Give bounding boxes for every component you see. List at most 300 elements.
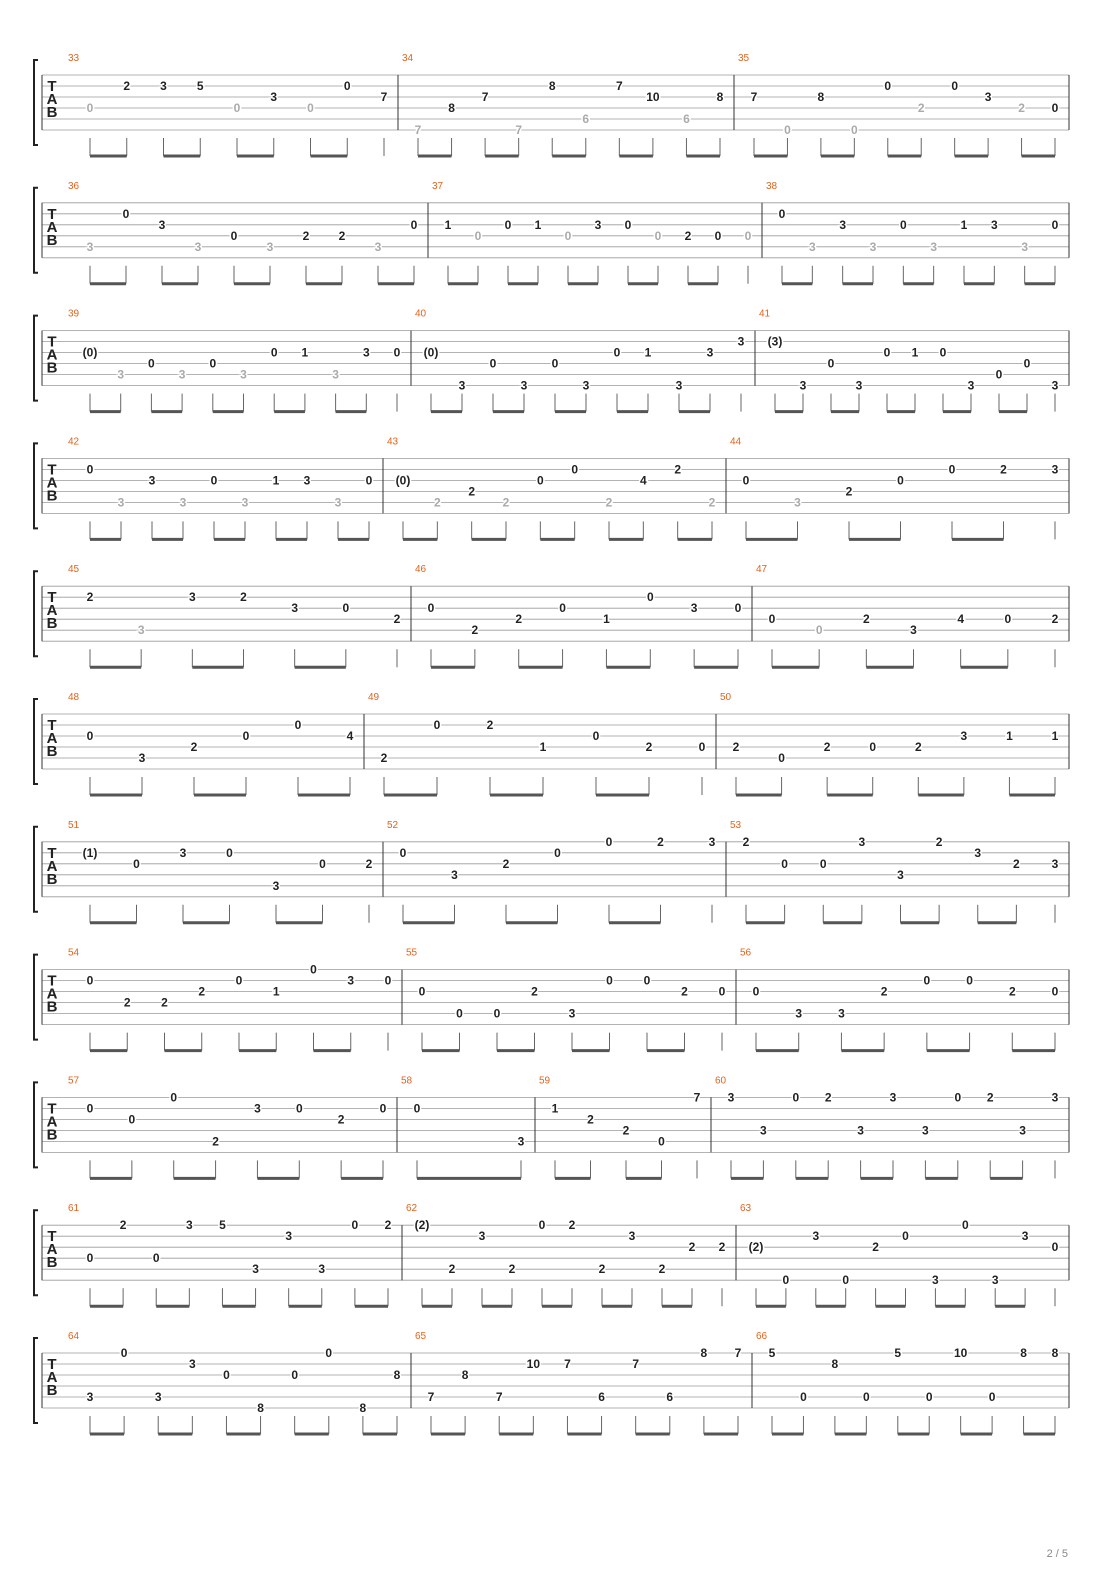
fret-number: 3 <box>188 1357 196 1371</box>
fret-number: 0 <box>646 590 654 605</box>
fret-number: 0 <box>966 973 973 988</box>
fret-number: 3 <box>270 90 278 104</box>
tab-system <box>34 53 1069 156</box>
fret-number: 2 <box>917 101 925 115</box>
fret-number: 0 <box>778 751 785 765</box>
fret-number: 0 <box>714 228 722 243</box>
tab-clef-letter: B <box>46 743 58 760</box>
fret-number: 4 <box>639 473 647 488</box>
fret-number: 3 <box>117 367 125 382</box>
fret-number: 8 <box>1020 1346 1027 1360</box>
fret-number: 3 <box>179 495 187 510</box>
tab-system <box>34 1331 1069 1434</box>
measure-number: 56 <box>740 947 752 959</box>
fret-number: 3 <box>628 1229 636 1244</box>
fret-number: (0) <box>423 345 439 360</box>
fret-number: 0 <box>592 729 600 743</box>
fret-number: 2 <box>365 856 373 871</box>
fret-number: 2 <box>684 228 692 243</box>
fret-number: 0 <box>1023 356 1031 371</box>
fret-number: 0 <box>961 1218 969 1233</box>
fret-number: 3 <box>158 217 166 232</box>
fret-number: 3 <box>194 239 202 254</box>
fret-number: 0 <box>768 612 776 627</box>
fret-number: 0 <box>365 473 373 488</box>
measure-number: 36 <box>68 180 80 192</box>
tab-clef-letter: B <box>46 359 58 377</box>
fret-number: 2 <box>657 834 664 849</box>
measure-number: 60 <box>715 1075 727 1087</box>
fret-number: 2 <box>161 995 168 1010</box>
measure-number: 52 <box>387 819 399 831</box>
fret-number: 0 <box>658 1134 665 1149</box>
fret-number: 0 <box>862 1390 870 1404</box>
tab-clef-letter: T <box>47 461 57 479</box>
fret-number: 2 <box>515 612 523 627</box>
fret-number: 1 <box>534 217 542 232</box>
tab-clef-letter: A <box>46 857 58 875</box>
fret-number: 1 <box>960 217 968 232</box>
fret-number: 0 <box>951 79 959 93</box>
system-bracket <box>34 1338 38 1423</box>
fret-number: 3 <box>240 367 247 382</box>
fret-number: 0 <box>474 228 482 243</box>
tab-clef-letter: T <box>47 717 57 734</box>
tab-clef-letter: B <box>46 104 58 121</box>
fret-number: 0 <box>923 973 931 988</box>
fret-number: 3 <box>690 601 698 616</box>
fret-number: 5 <box>219 1218 226 1233</box>
fret-number: 0 <box>1051 217 1059 232</box>
fret-number: 7 <box>564 1357 571 1371</box>
fret-number: 3 <box>458 378 466 393</box>
fret-number: 3 <box>974 845 982 860</box>
fret-number: 2 <box>708 495 716 510</box>
measure-number: 34 <box>402 53 414 64</box>
fret-number: 2 <box>587 1112 594 1127</box>
fret-number: 3 <box>932 1273 939 1288</box>
fret-number: 2 <box>718 1240 726 1255</box>
fret-number: 0 <box>86 101 94 115</box>
measure-number: 35 <box>738 53 750 64</box>
fret-number: 3 <box>737 334 745 349</box>
fret-number: 3 <box>706 345 714 360</box>
fret-number: 3 <box>855 378 863 393</box>
fret-number: 0 <box>456 1006 463 1021</box>
fret-number: 0 <box>869 740 877 754</box>
fret-number: 8 <box>548 79 556 93</box>
fret-number: 0 <box>606 973 613 988</box>
tab-clef-letter: B <box>46 1254 58 1272</box>
tab-clef-letter: A <box>46 1113 58 1131</box>
fret-number: 2 <box>914 740 922 754</box>
fret-number: (2) <box>414 1218 430 1233</box>
fret-number: 3 <box>889 1090 897 1105</box>
fret-number: 0 <box>209 356 217 371</box>
tab-clef-letter: B <box>46 1126 58 1144</box>
fret-number: 3 <box>138 751 146 765</box>
fret-number: 3 <box>272 878 280 893</box>
fret-number: 2 <box>1013 856 1020 871</box>
fret-number: 0 <box>210 473 218 488</box>
fret-number: 0 <box>1051 1240 1059 1255</box>
fret-number: 3 <box>179 845 187 860</box>
measure-number: 62 <box>406 1203 418 1215</box>
measure-number: 47 <box>756 564 768 576</box>
tab-system <box>34 181 1069 284</box>
fret-number: 0 <box>792 1090 800 1105</box>
fret-number: 2 <box>681 984 688 999</box>
fret-number: 3 <box>675 378 683 393</box>
fret-number: 8 <box>461 1368 469 1382</box>
fret-number: (0) <box>82 345 98 360</box>
fret-number: 0 <box>152 1251 160 1266</box>
fret-number: 0 <box>551 356 559 371</box>
tab-clef-letter: T <box>47 589 57 607</box>
fret-number: 0 <box>489 356 497 371</box>
fret-number: 2 <box>986 1090 994 1105</box>
fret-number: 7 <box>693 1090 701 1105</box>
tab-clef-letter: A <box>46 730 58 747</box>
fret-number: 0 <box>223 1368 230 1382</box>
tab-clef-letter: T <box>47 844 57 862</box>
fret-number: 7 <box>632 1357 640 1371</box>
fret-number: 1 <box>539 740 547 754</box>
fret-number: 8 <box>716 90 724 104</box>
fret-number: 2 <box>645 740 653 754</box>
fret-number: 0 <box>883 345 891 360</box>
fret-number: 0 <box>325 1346 333 1360</box>
fret-number: 3 <box>708 834 716 849</box>
fret-number: 6 <box>582 112 590 126</box>
fret-number: 2 <box>337 1112 345 1127</box>
tab-clef-letter: T <box>47 1100 57 1118</box>
fret-number: 0 <box>427 601 435 616</box>
tab-clef-letter: A <box>46 91 58 108</box>
fret-number: 6 <box>683 112 690 126</box>
fret-number: 0 <box>235 973 243 988</box>
fret-number: 7 <box>380 90 388 104</box>
fret-number: 0 <box>86 973 94 988</box>
fret-number: 3 <box>799 378 807 393</box>
fret-number: 2 <box>935 834 943 849</box>
fret-number: 2 <box>862 612 870 627</box>
fret-number: 3 <box>148 473 156 488</box>
fret-number: 0 <box>948 462 956 477</box>
fret-number: 2 <box>240 590 247 605</box>
fret-number: 8 <box>1051 1346 1059 1360</box>
fret-number: 7 <box>427 1390 435 1404</box>
tab-system <box>34 820 1069 923</box>
fret-number: 3 <box>794 495 801 510</box>
fret-number: 0 <box>399 845 407 860</box>
fret-number: 0 <box>128 1112 136 1127</box>
tab-clef-letter: B <box>46 998 58 1016</box>
fret-number: 0 <box>294 718 302 732</box>
fret-number: 3 <box>154 1390 162 1404</box>
tab-clef-letter: B <box>46 615 58 633</box>
fret-number: 1 <box>603 612 610 627</box>
fret-number: 0 <box>226 845 233 860</box>
fret-number: 2 <box>674 462 682 477</box>
fret-number: 0 <box>342 601 350 616</box>
fret-number: 2 <box>1000 462 1007 477</box>
fret-number: 2 <box>598 1262 606 1277</box>
fret-number: 0 <box>351 1218 359 1233</box>
system-bracket <box>34 443 38 528</box>
tab-clef-letter: T <box>47 972 57 990</box>
fret-number: 0 <box>815 623 823 638</box>
fret-number: 0 <box>307 101 314 115</box>
fret-number: (0) <box>395 473 411 488</box>
measure-number: 53 <box>730 819 742 831</box>
fret-number: 0 <box>784 123 791 137</box>
fret-number: 0 <box>902 1229 909 1244</box>
fret-number: 0 <box>86 1101 94 1116</box>
measure-number: 61 <box>68 1203 80 1215</box>
fret-number: 0 <box>122 206 130 221</box>
fret-number: 0 <box>995 367 1003 382</box>
fret-number: 0 <box>897 473 904 488</box>
fret-number: 2 <box>605 495 613 510</box>
fret-number: 0 <box>899 217 907 232</box>
fret-number: 8 <box>359 1401 367 1415</box>
fret-number: 4 <box>346 729 354 743</box>
fret-number: 0 <box>86 462 94 477</box>
fret-number: 0 <box>778 206 786 221</box>
fret-number: 0 <box>939 345 947 360</box>
fret-number: 3 <box>86 1390 94 1404</box>
fret-number: 0 <box>493 1006 501 1021</box>
fret-number: 3 <box>727 1090 735 1105</box>
fret-number: 6 <box>666 1390 674 1404</box>
fret-number: 0 <box>842 1273 850 1288</box>
tab-system <box>34 564 1069 667</box>
fret-number: 0 <box>291 1368 299 1382</box>
system-bracket <box>34 188 38 273</box>
system-bracket <box>34 60 38 145</box>
fret-number: 2 <box>732 740 740 754</box>
fret-number: 0 <box>1051 984 1059 999</box>
fret-number: 3 <box>241 495 249 510</box>
fret-number: 1 <box>444 217 452 232</box>
fret-number: 8 <box>393 1368 401 1382</box>
fret-number: 0 <box>564 228 572 243</box>
fret-number: 3 <box>188 590 196 605</box>
fret-number: 0 <box>433 718 441 732</box>
fret-number: 2 <box>190 740 198 754</box>
fret-number: 3 <box>1051 462 1059 477</box>
fret-number: 3 <box>362 345 370 360</box>
measure-number: 50 <box>720 692 732 703</box>
fret-number: 0 <box>827 356 835 371</box>
fret-number: 2 <box>742 834 750 849</box>
fret-number: 3 <box>922 1123 929 1138</box>
fret-number: 5 <box>894 1346 902 1360</box>
fret-number: 0 <box>120 1346 128 1360</box>
fret-number: 7 <box>495 1390 503 1404</box>
tab-clef-letter: T <box>47 205 57 223</box>
fret-number: 3 <box>760 1123 767 1138</box>
fret-number: 2 <box>119 1218 127 1233</box>
fret-number: 3 <box>568 1006 576 1021</box>
fret-number: 2 <box>123 79 131 93</box>
fret-number: 5 <box>196 79 204 93</box>
tab-clef-letter: B <box>46 1382 58 1399</box>
fret-number: 8 <box>448 101 455 115</box>
fret-number: 0 <box>418 984 426 999</box>
fret-number: 0 <box>819 856 827 871</box>
fret-number: 2 <box>502 495 510 510</box>
fret-number: 3 <box>582 378 590 393</box>
fret-number: 0 <box>744 228 752 243</box>
measure-number: 49 <box>368 692 380 703</box>
fret-number: 2 <box>1018 101 1025 115</box>
fret-number: 3 <box>332 367 339 382</box>
fret-number: 0 <box>554 845 561 860</box>
tab-clef-letter: T <box>47 1356 57 1373</box>
measure-number: 41 <box>759 308 771 320</box>
tab-clef-letter: A <box>46 602 58 620</box>
fret-number: 0 <box>233 101 241 115</box>
fret-number: 2 <box>123 995 131 1010</box>
measure-number: 42 <box>68 436 80 448</box>
fret-number: 0 <box>504 217 512 232</box>
fret-number: 0 <box>613 345 621 360</box>
fret-number: 2 <box>384 1218 392 1233</box>
fret-number: 0 <box>718 984 726 999</box>
fret-number: 3 <box>812 1229 820 1244</box>
fret-number: 0 <box>884 79 892 93</box>
tab-clef-letter: B <box>46 487 58 505</box>
fret-number: 0 <box>1004 612 1012 627</box>
fret-number: 3 <box>254 1101 261 1116</box>
fret-number: 3 <box>1021 1229 1029 1244</box>
fret-number: 0 <box>605 834 613 849</box>
fret-number: 3 <box>520 378 528 393</box>
fret-number: 3 <box>1021 239 1029 254</box>
fret-number: 10 <box>646 90 660 104</box>
measure-number: 54 <box>68 947 80 959</box>
fret-number: 0 <box>654 228 662 243</box>
fret-number: 3 <box>266 239 274 254</box>
fret-number: 3 <box>285 1229 293 1244</box>
fret-number: 3 <box>910 623 917 638</box>
tab-clef-letter: A <box>46 474 58 492</box>
fret-number: 1 <box>1006 729 1013 743</box>
fret-number: 2 <box>872 1240 879 1255</box>
measure-number: 64 <box>68 1331 80 1342</box>
fret-number: 0 <box>538 1218 546 1233</box>
tab-clef-letter: T <box>47 1228 57 1246</box>
system-bracket <box>34 571 38 656</box>
fret-number: 0 <box>536 473 544 488</box>
fret-number: 3 <box>839 217 847 232</box>
fret-number: 8 <box>257 1401 264 1415</box>
fret-number: 3 <box>334 495 342 510</box>
fret-number: 2 <box>880 984 888 999</box>
fret-number: (3) <box>767 334 783 349</box>
measure-number: 38 <box>766 180 778 192</box>
tab-system <box>34 309 1069 412</box>
fret-number: 7 <box>615 79 623 93</box>
fret-number: 3 <box>86 239 94 254</box>
fret-number: 0 <box>782 1273 790 1288</box>
fret-number: 5 <box>768 1346 776 1360</box>
fret-number: 3 <box>1051 1090 1059 1105</box>
fret-number: 2 <box>658 1262 666 1277</box>
fret-number: 3 <box>808 239 816 254</box>
fret-number: 2 <box>688 1240 696 1255</box>
measure-number: 46 <box>415 564 427 576</box>
fret-number: (2) <box>748 1240 764 1255</box>
fret-number: 0 <box>86 1251 94 1266</box>
fret-number: 0 <box>1051 101 1059 115</box>
system-bracket <box>34 1210 38 1295</box>
fret-number: (1) <box>82 845 98 860</box>
measure-number: 37 <box>432 180 444 192</box>
fret-number: 0 <box>295 1101 303 1116</box>
fret-number: 0 <box>559 601 566 616</box>
tab-system <box>34 1075 1069 1178</box>
fret-number: 8 <box>831 1357 839 1371</box>
fret-number: 2 <box>568 1218 576 1233</box>
system-bracket <box>34 699 38 784</box>
fret-number: 0 <box>148 356 155 371</box>
fret-number: 2 <box>823 740 831 754</box>
measure-number: 59 <box>539 1075 551 1087</box>
fret-number: 3 <box>185 1218 193 1233</box>
fret-number: 6 <box>598 1390 605 1404</box>
system-bracket <box>34 827 38 912</box>
tab-clef-letter: A <box>46 218 58 236</box>
fret-number: 0 <box>410 217 418 232</box>
fret-number: 3 <box>178 367 186 382</box>
fret-number: 2 <box>380 751 388 765</box>
fret-number: 3 <box>517 1134 525 1149</box>
fret-number: 7 <box>734 1346 742 1360</box>
fret-number: 2 <box>212 1134 219 1149</box>
tab-clef-letter: B <box>46 231 58 249</box>
fret-number: 3 <box>137 623 145 638</box>
fret-number: 0 <box>752 984 760 999</box>
tab-clef-letter: A <box>46 346 58 364</box>
fret-number: 3 <box>374 239 382 254</box>
measure-number: 58 <box>401 1075 413 1087</box>
fret-number: 2 <box>338 228 346 243</box>
measure-number: 40 <box>415 308 427 320</box>
fret-number: 3 <box>291 601 299 616</box>
fret-number: 0 <box>954 1090 962 1105</box>
fret-number: 10 <box>953 1346 968 1360</box>
fret-number: 3 <box>252 1262 259 1277</box>
fret-number: 3 <box>967 378 975 393</box>
measure-number: 65 <box>415 1331 427 1342</box>
fret-number: 0 <box>319 856 326 871</box>
tab-clef-letter: T <box>47 78 57 95</box>
fret-number: 0 <box>384 973 392 988</box>
fret-number: 1 <box>644 345 652 360</box>
fret-number: 2 <box>508 1262 516 1277</box>
fret-number: 0 <box>781 856 788 871</box>
measure-number: 44 <box>730 436 742 448</box>
fret-number: 0 <box>624 217 632 232</box>
system-bracket <box>34 1082 38 1167</box>
fret-number: 2 <box>845 484 853 499</box>
tab-system <box>34 692 1069 795</box>
fret-number: 3 <box>960 729 968 743</box>
fret-number: 0 <box>988 1390 996 1404</box>
